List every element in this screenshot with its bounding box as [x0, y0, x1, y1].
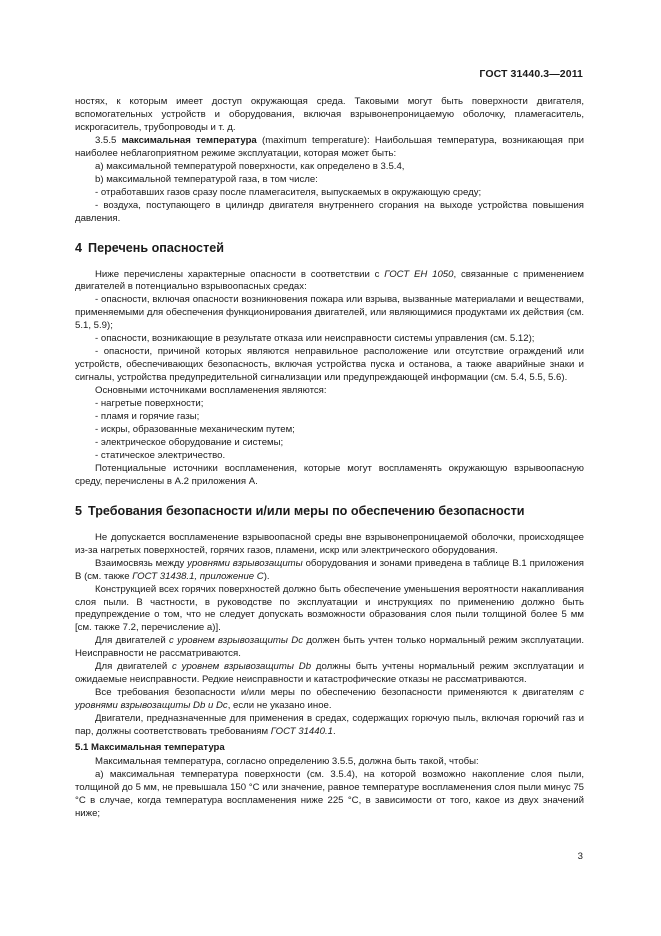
text-run: должны быть учтены нормальный режим эксплуатации и ожидаемые неисправности. Редкие неисправности и катастрофические отказы не рассматриваются.: [75, 661, 584, 686]
section-number: 4: [75, 240, 83, 255]
paragraph: [75, 398, 584, 411]
text-run: Максимальная температура, согласно определению 3.5.5, должна быть такой, чтобы:: [95, 755, 479, 767]
paragraph: [75, 463, 584, 489]
paragraph: [75, 661, 584, 687]
text-run: (maximum temperature): Наибольшая температура, возникающая при наиболее неблагоприятном режиме эксплуатации, которая может быть:: [75, 134, 584, 159]
text-run: - отработавших газов сразу после пламегасителя, выпускаемых в окружающую среду;: [95, 186, 482, 198]
reference-italic: с уровнем взрывозащиты Db: [172, 661, 312, 673]
reference-italic: ГОСТ ЕН 1050: [384, 268, 454, 280]
reference-italic: с уровнем взрывозащиты Dc: [169, 635, 304, 647]
text-run: - опасности, возникающие в результате отказа или неисправности системы управления (см. 5.12);: [95, 333, 535, 345]
text-run: Потенциальные источники воспламенения, которые могут воспламенять окружающую взрывоопасную среду, перечислены в А.2 приложения А.: [75, 462, 584, 487]
text-run: оборудования и зонами приведена в таблице В.1 приложения В (см. также: [75, 557, 584, 582]
section-title: Требования безопасности и/или меры по обеспечению безопасности: [88, 503, 525, 518]
document-header: ГОСТ 31440.3—2011: [479, 68, 583, 80]
paragraph: [75, 135, 584, 161]
text-run: Не допускается воспламенение взрывоопасной среды вне взрывонепроницаемой оболочки, происходящее из-за нагретых поверхностей, горячих газов, пламени, искр или электрического оборудования.: [75, 531, 584, 556]
reference-italic: уровнями взрывозащиты: [187, 557, 303, 569]
text-run: Конструкцией всех горячих поверхностей должно быть обеспечение уменьшения вероятности накапливания слоя пыли. В частности, в руководстве по эксплуатации и инструкциях по применению должно быть предупреждение о том, что не следует допускать возможности образования слоя пыли толщиной более 5 мм [см. также 7.2, перечисление а)].: [75, 583, 584, 634]
section-title: Перечень опасностей: [88, 240, 224, 255]
text-run: - пламя и горячие газы;: [95, 411, 200, 423]
text-run: ностях, к которым имеет доступ окружающая среда. Таковыми могут быть поверхности двигателя, вспомогательных устройств и оборудования, включая взрывонепроницаемую оболочку, пламегаситель, искрогаситель, трубопроводы и т. д.: [75, 96, 584, 133]
text-run: , связанные с применением двигателей в потенциально взрывоопасных средах:: [75, 268, 585, 293]
paragraph: [75, 450, 584, 463]
paragraph: [75, 713, 584, 739]
text-run: Для двигателей: [95, 635, 170, 647]
paragraph: [75, 411, 584, 424]
text-run: a) максимальной температурой поверхности, как определено в 3.5.4,: [95, 160, 405, 172]
term-bold: максимальная температура: [121, 134, 257, 146]
paragraph: [75, 161, 584, 174]
paragraph: [75, 635, 584, 661]
text-run: Двигатели, предназначенные для применения в средах, содержащих горючую пыль, включая горючий газ и пар, должны соответствовать требованиям: [75, 713, 584, 738]
paragraph: [75, 437, 584, 450]
text-run: должен быть учтен только нормальный режим эксплуатации. Неисправности не рассматриваются.: [75, 635, 585, 660]
text-run: b) максимальной температурой газа, в том числе:: [95, 173, 318, 185]
text-run: 3.5.5: [95, 134, 122, 146]
text-run: Для двигателей: [95, 661, 173, 673]
text-run: Взаимосвязь между: [95, 557, 188, 569]
text-run: - нагретые поверхности;: [95, 398, 204, 410]
text-run: Ниже перечислены характерные опасности в соответствии с: [95, 268, 385, 280]
paragraph: [75, 96, 584, 135]
text-run: Основными источниками воспламенения являются:: [95, 385, 327, 397]
text-run: - искры, образованные механическим путем;: [95, 423, 295, 435]
reference-italic: ГОСТ 31440.1: [270, 726, 333, 738]
text-run: ).: [263, 570, 270, 582]
paragraph: [75, 346, 584, 385]
paragraph: [75, 294, 584, 333]
paragraph: [75, 333, 584, 346]
section-number: 5: [75, 503, 83, 518]
text-run: - электрическое оборудование и системы;: [95, 436, 284, 448]
paragraph: [75, 687, 584, 713]
text-run: Все требования безопасности и/или меры по обеспечению безопасности применяются к двигателям: [95, 687, 580, 699]
paragraph: [75, 532, 584, 558]
paragraph: [75, 200, 584, 226]
text-run: .: [332, 726, 336, 738]
paragraph: [75, 558, 584, 584]
paragraph: [75, 769, 584, 821]
page-number: 3: [577, 851, 583, 862]
paragraph: [75, 424, 584, 437]
section-heading: [75, 504, 584, 518]
paragraph: [75, 187, 584, 200]
paragraph: [75, 174, 584, 187]
document-body: [75, 96, 584, 821]
text-run: - опасности, причиной которых являются неправильное расположение или отсутствие ограждений или устройств, обеспечивающих безопасность, включая устройства пуска и останова, а также аварийные знаки и сигналы, устройства предупредительной сигнализации или предупреждающей информации (см. 5.4, 5.5, 5.6).: [75, 346, 584, 384]
subsection-heading: 5.1 Максимальная температура: [75, 741, 225, 753]
reference-italic: ГОСТ 31438.1, приложение С: [132, 570, 264, 582]
text-run: , если не указано иное.: [227, 700, 332, 712]
reference-italic: с уровнями взрывозащиты Db и Dc: [75, 687, 584, 712]
text-run: а) максимальная температура поверхности (см. 3.5.4), на которой возможно накопление слоя пыли, толщиной до 5 мм, не превышала 150 °С или значение, равное температуре воспламенения слоя пыли минус 75 °С в случае, когда температура воспламенения ниже 225 °С, в зависимости от того, какое из двух значений ниже;: [75, 768, 584, 819]
paragraph: [75, 584, 584, 636]
paragraph: [75, 756, 584, 769]
text-run: - опасности, включая опасности возникновения пожара или взрыва, вызванные материалами и веществами, применяемыми для обеспечения функционирования двигателей, или являющимися продуктами их действия (см. 5.1, 5.9);: [75, 294, 584, 332]
paragraph: [75, 269, 584, 295]
text-run: - воздуха, поступающего в цилиндр двигателя внутреннего сгорания на выходе устройства повышения давления.: [75, 199, 584, 224]
text-run: - статическое электричество.: [95, 449, 226, 461]
section-heading: [75, 241, 584, 255]
paragraph: [75, 385, 584, 398]
